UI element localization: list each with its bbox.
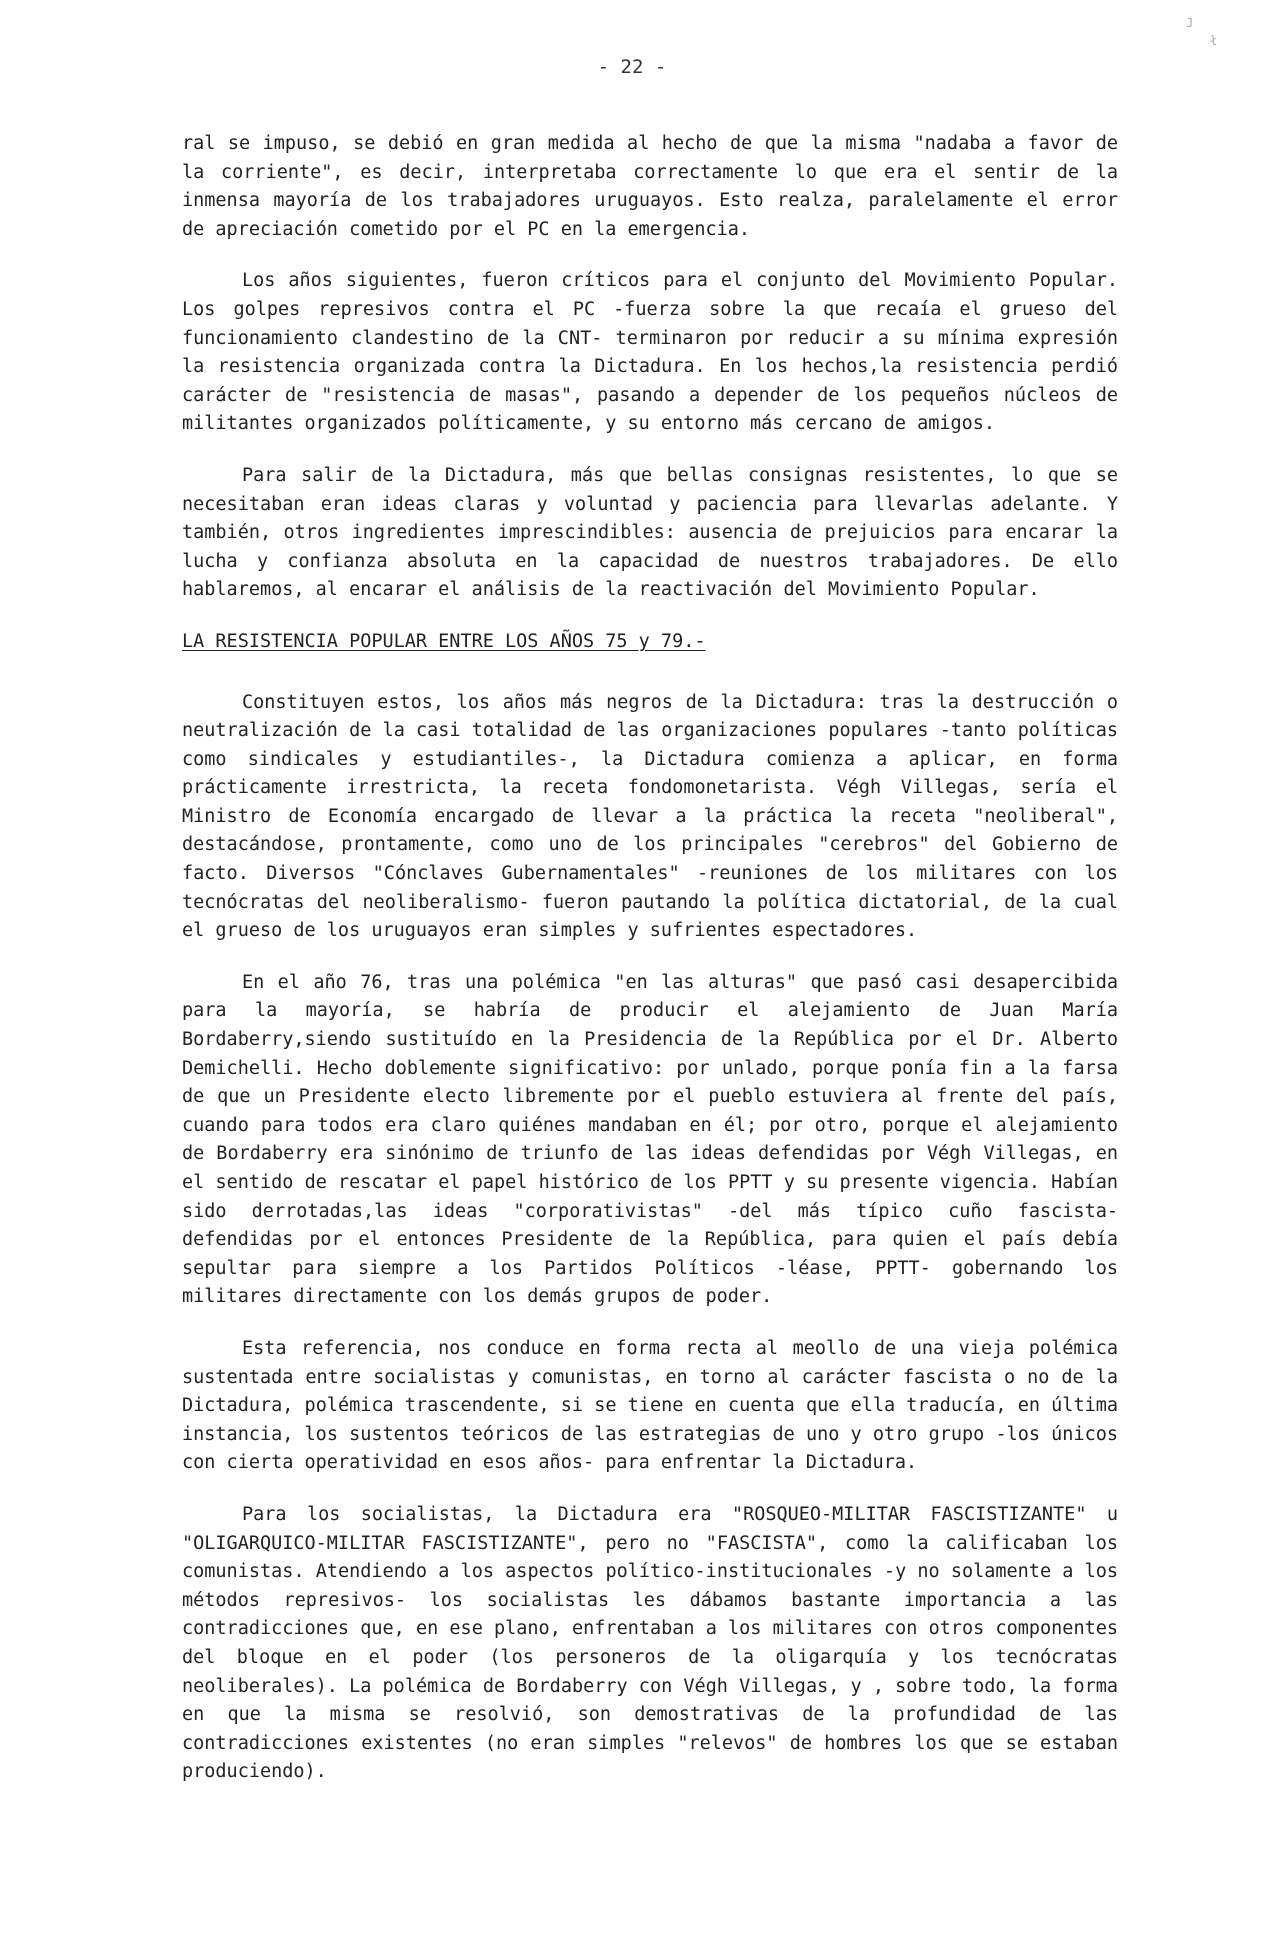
paragraph: Para salir de la Dictadura, más que bellas consignas resistentes, lo que se necesitaban eran ideas claras y voluntad y paciencia para llevarlas adelante. Y también, otros ingredientes imprescindibles: ausencia de prejuicios para encarar la lucha y confianza absoluta en la capacidad de nuestros trabajadores. De ello hablaremos, al encarar el análisis de la reactivación del Movimiento Popular.	[182, 464, 1118, 601]
paragraph: Para los socialistas, la Dictadura era "ROSQUEO-MILITAR FASCISTIZANTE" u "OLIGARQUICO-MILITAR FASCISTIZANTE", pero no "FASCISTA", como la calificaban los comunistas. Atendiendo a los aspectos político-institucionales -y no solamente a los métodos represivos- los socialistas les dábamos bastante importancia a las contradicciones que, en ese plano, enfrentaban a los militares con otros componentes del bloque en el poder (los personeros de la oligarquía y los tecnócratas neoliberales). La polémica de Bordaberry con Végh Villegas, y , sobre todo, la forma en que la misma se resolvió, son demostrativas de la profundidad de las contradicciones existentes (no eran simples "relevos" de hombres los que se estaban produciendo).	[182, 1503, 1118, 1783]
body-text	[182, 130, 1118, 1810]
page-number: - 22 -	[597, 56, 667, 78]
paragraph: Esta referencia, nos conduce en forma recta al meollo de una vieja polémica sustentada entre socialistas y comunistas, en torno al carácter fascista o no de la Dictadura, polémica trascendente, si se tiene en cuenta que ella traducía, en última instancia, los sustentos teóricos de las estrategias de uno y otro grupo -los únicos con cierta operatividad en esos años- para enfrentar la Dictadura.	[182, 1337, 1118, 1474]
margin-mark: ł	[1210, 34, 1218, 48]
paragraph: ral se impuso, se debió en gran medida al hecho de que la misma "nadaba a favor de la corriente", es decir, interpretaba correctamente lo que era el sentir de la inmensa mayoría de los trabajadores uruguayos. Esto realza, paralelamente el error de apreciación cometido por el PC en la emergencia.	[182, 133, 1118, 240]
paragraph: Los años siguientes, fueron críticos para el conjunto del Movimiento Popular. Los golpes represivos contra el PC -fuerza sobre la que recaía el grueso del funcionamiento clandestino de la CNT- terminaron por reducir a su mínima expresión la resistencia organizada contra la Dictadura. En los hechos,la resistencia perdió carácter de "resistencia de masas", pasando a depender de los pequeños núcleos de militantes organizados políticamente, y su entorno más cercano de amigos.	[182, 270, 1118, 435]
section-heading: LA RESISTENCIA POPULAR ENTRE LOS AÑOS 75 y 79.-	[182, 630, 706, 652]
margin-mark: J	[1186, 16, 1194, 30]
paragraph: En el año 76, tras una polémica "en las alturas" que pasó casi desapercibida para la mayoría, se habría de producir el alejamiento de Juan María Bordaberry,siendo sustituído en la Presidencia de la República por el Dr. Alberto Demichelli. Hecho doblemente significativo: por unlado, porque ponía fin a la farsa de que un Presidente electo libremente por el pueblo estuviera al frente del país, cuando para todos era claro quiénes mandaban en él; por otro, porque el alejamiento de Bordaberry era sinónimo de triunfo de las ideas defendidas por Végh Villegas, en el sentido de rescatar el papel histórico de los PPTT y su presente vigencia. Habían sido derrotadas,las ideas "corporativistas" -del más típico cuño fascista- defendidas por el entonces Presidente de la República, para quien el país debía sepultar para siempre a los Partidos Políticos -léase, PPTT- gobernando los militares directamente con los demás grupos de poder.	[182, 971, 1118, 1308]
paragraph: Constituyen estos, los años más negros de la Dictadura: tras la destrucción o neutralización de la casi totalidad de las organizaciones populares -tanto políticas como sindicales y estudiantiles-, la Dictadura comienza a aplicar, en forma prácticamente irrestricta, la receta fondomonetarista. Végh Villegas, sería el Ministro de Economía encargado de llevar a la práctica la receta "neoliberal", destacándose, prontamente, como uno de los principales "cerebros" del Gobierno de facto. Diversos "Cónclaves Gubernamentales" -reuniones de los militares con los tecnócratas del neoliberalismo- fueron pautando la política dictatorial, de la cual el grueso de los uruguayos eran simples y sufrientes espectadores.	[182, 691, 1118, 942]
